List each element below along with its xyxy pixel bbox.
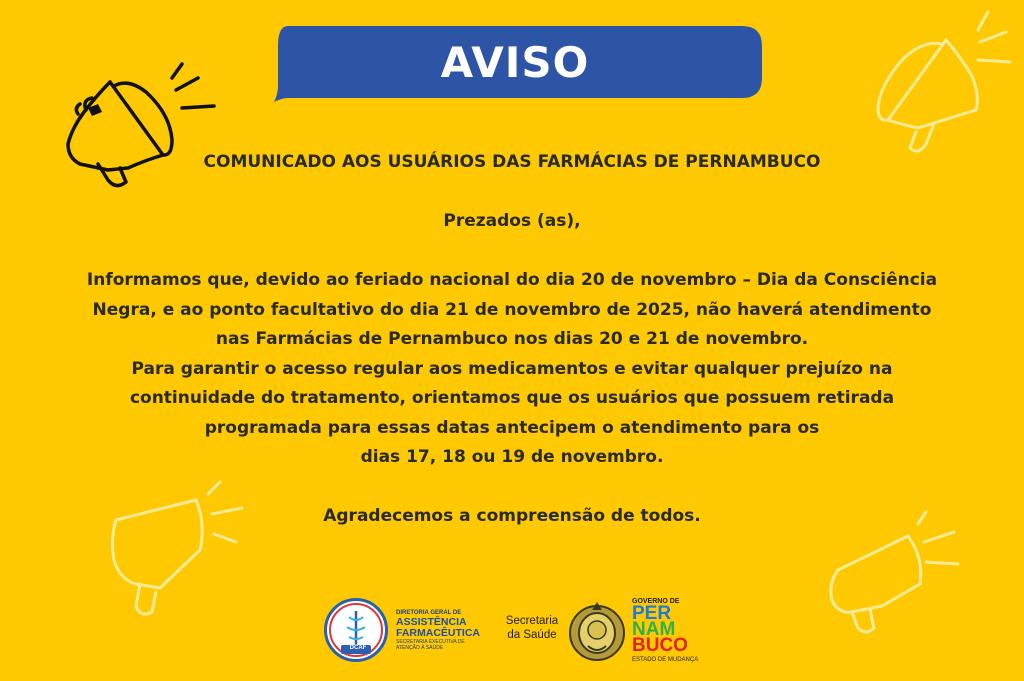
body-line: dias 17, 18 ou 19 de novembro. [360,447,664,467]
page-title: AVISO [440,37,590,87]
gov-bottom: ESTADO DE MUDANÇA [632,657,699,663]
body-line: programada para essas datas antecipem o atendimento para os [204,417,820,438]
body-line: continuidade do tratamento, orientamos que os usuários que possuem retirada [129,388,895,408]
secretaria-line: Secretaria [505,615,559,627]
body-line: Negra, e ao ponto facultativo do dia 21 de novembro de 2025, não haverá atendimento [92,299,932,320]
gov-top: GOVERNO DE [632,598,680,605]
secretaria-line: da Saúde [507,629,557,641]
dcaf-logo [324,598,388,662]
notice-content [40,148,984,532]
dcaf-line: FARMACÊUTICA [396,627,480,639]
dcaf-badge: DCAF [349,645,367,651]
dcaf-text [396,610,506,651]
dcaf-line: ATENÇÃO À SAÚDE [396,645,444,651]
greeting: Prezados (as), [443,211,581,231]
body-line: Informamos que, devido ao feriado nacional do dia 20 de novembro – Dia da Consciência [86,270,938,290]
dcaf-line: SECRETARIA EXECUTIVA DE [396,639,465,645]
footer-logos [320,596,720,676]
notice-heading: COMUNICADO AOS USUÁRIOS DAS FARMÁCIAS DE PERNAMBUCO [203,152,821,172]
dcaf-line: ASSISTÊNCIA [396,616,467,628]
closing-text: Agradecemos a compreensão de todos. [323,506,701,526]
body-line: Para garantir o acesso regular aos medicamentos e evitar qualquer prejuízo na [131,358,893,379]
gov-row: PER [632,603,672,624]
secretaria-text [500,614,564,642]
body-line: nas Farmácias de Pernambuco nos dias 20 e 21 de novembro. [215,329,809,349]
coat-of-arms-icon [566,600,628,662]
dcaf-line: DIRETORIA GERAL DE [396,610,462,616]
governo-pernambuco-logo [632,598,722,666]
gov-row: BUCO [632,635,688,656]
gov-row: NAM [632,619,676,640]
